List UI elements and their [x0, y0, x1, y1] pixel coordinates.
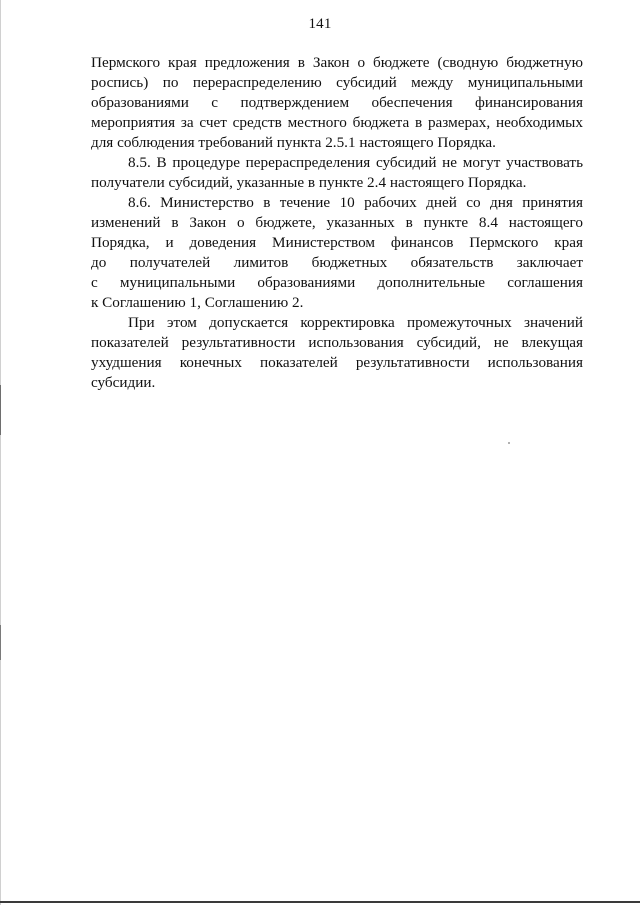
scan-left-edge-mark: [0, 385, 1, 435]
text-line: до получателей лимитов бюджетных обязательств заключает: [91, 254, 583, 271]
page-number: 141: [308, 16, 332, 32]
text-line: мероприятия за счет средств местного бюджета в размерах, необходимых: [91, 114, 583, 131]
text-line: ухудшения конечных показателей результативности использования: [91, 354, 583, 371]
text-line: для соблюдения требований пункта 2.5.1 настоящего Порядка.: [91, 134, 496, 151]
paragraph-continuation: [91, 53, 583, 153]
scan-left-edge-mark: [0, 625, 1, 660]
text-line: с муниципальными образованиями дополнительные соглашения: [91, 274, 583, 291]
text-line: 8.5. В процедуре перераспределения субсидий не могут участвовать: [128, 154, 583, 171]
text-line: изменений в Закон о бюджете, указанных в пункте 8.4 настоящего: [91, 214, 583, 231]
paragraph-clause-8-5: [91, 153, 583, 193]
text-line: показателей результативности использования субсидий, не влекущая: [91, 334, 583, 351]
document-body: [91, 53, 583, 393]
text-line: роспись) по перераспределению субсидий между муниципальными: [91, 74, 583, 91]
paragraph-clause-8-6: [91, 193, 583, 313]
text-line: получатели субсидий, указанные в пункте 2.4 настоящего Порядка.: [91, 174, 527, 191]
text-line: 8.6. Министерство в течение 10 рабочих дней со дня принятия: [128, 194, 583, 211]
text-line: образованиями с подтверждением обеспечения финансирования: [91, 94, 583, 111]
paragraph-adjustment-note: [91, 313, 583, 393]
scan-bottom-edge: [0, 901, 640, 903]
text-line: Пермского края предложения в Закон о бюджете (сводную бюджетную: [91, 54, 583, 71]
text-line: При этом допускается корректировка промежуточных значений: [128, 314, 583, 331]
text-line: Порядка, и доведения Министерством финансов Пермского края: [91, 234, 583, 251]
scan-speck: [508, 442, 510, 444]
scan-left-edge: [0, 0, 1, 905]
text-line: субсидии.: [91, 374, 156, 391]
text-line: к Соглашению 1, Соглашению 2.: [91, 294, 304, 311]
